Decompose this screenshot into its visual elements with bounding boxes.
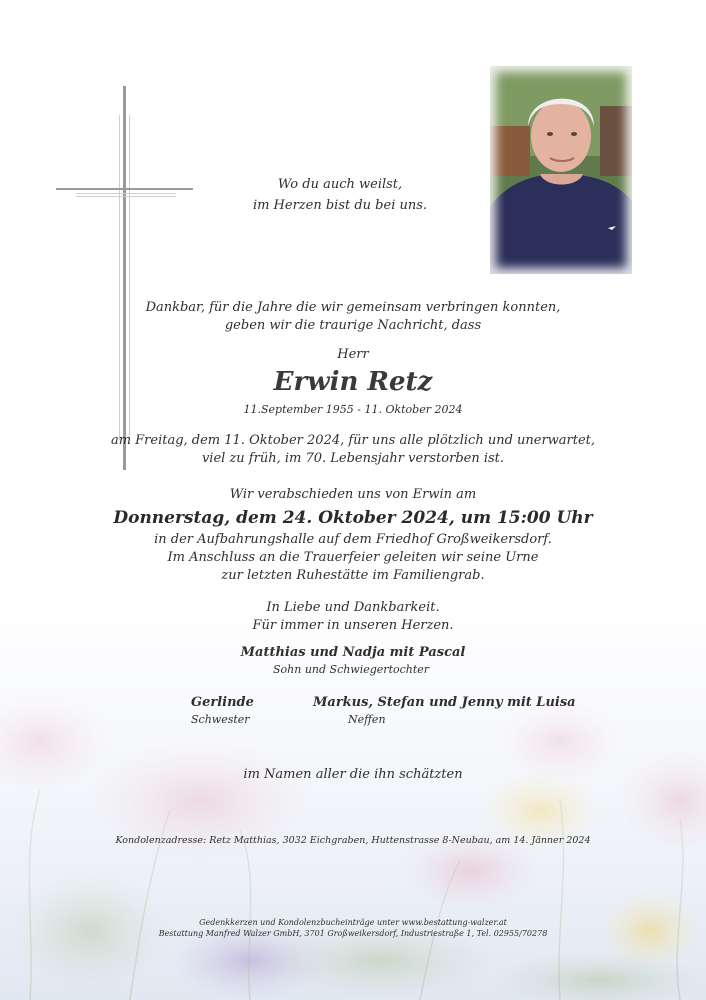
mourner-left-relation: Schwester [191,713,250,726]
intro-line-2: geben wir die traurige Nachricht, dass [224,318,482,333]
memorial-quote [220,174,460,216]
quote-line-2: im Herzen bist du bei uns. [252,198,428,213]
footer-line-2: Bestattung Manfred Walzer GmbH, 3701 Großweikersdorf, Industriestraße 1, Tel. 02955/70278 [158,929,548,938]
death-line-1: am Freitag, dem 11. Oktober 2024, für uns alle plötzlich und unerwartet, [110,433,596,448]
mourner-right-names: Markus, Stefan und Jenny mit Luisa [313,695,576,710]
funeral-details-line-1: in der Aufbahrungshalle auf dem Friedhof Großweikersdorf. [154,532,552,547]
mourner-main-relation: Sohn und Schwiegertochter [273,663,430,676]
life-dates: 11.September 1955 - 11. Oktober 2024 [243,403,463,416]
funeral-details-line-3: zur letzten Ruhestätte im Familiengrab. [221,568,485,583]
funeral-details-line-2: Im Anschluss an die Trauerfeier geleiten wir seine Urne [167,550,539,565]
mourner-left-names: Gerlinde [191,695,254,710]
portrait-photo [490,66,632,274]
death-notice [0,432,706,468]
salutation: Herr [337,347,369,362]
mourner-right-relation: Neffen [348,713,386,726]
funeral-details [0,531,706,585]
closing-line-2: Für immer in unseren Herzen. [252,618,454,633]
quote-line-1: Wo du auch weilst, [277,177,403,192]
footer [0,917,706,939]
mourner-main-names: Matthias und Nadja mit Pascal [240,645,466,660]
farewell-intro: Wir verabschieden uns von Erwin am [229,487,477,502]
intro-text [0,299,706,335]
intro-line-1: Dankbar, für die Jahre die wir gemeinsam verbringen konnten, [145,300,561,315]
deceased-name: Erwin Retz [273,367,433,397]
funeral-date: Donnerstag, dem 24. Oktober 2024, um 15:00 Uhr [113,508,593,528]
on-behalf: im Namen aller die ihn schätzten [243,767,463,782]
closing-words [0,599,706,635]
condolence-address: Kondolenzadresse: Retz Matthias, 3032 Eichgraben, Huttenstrasse 8-Neubau, am 14. Jänner 2024 [115,835,591,846]
death-line-2: viel zu früh, im 70. Lebensjahr verstorben ist. [201,451,505,466]
closing-line-1: In Liebe und Dankbarkeit. [266,600,440,615]
footer-line-1: Gedenkkerzen und Kondolenzbucheinträge unter www.bestattung-walzer.at [199,918,507,927]
